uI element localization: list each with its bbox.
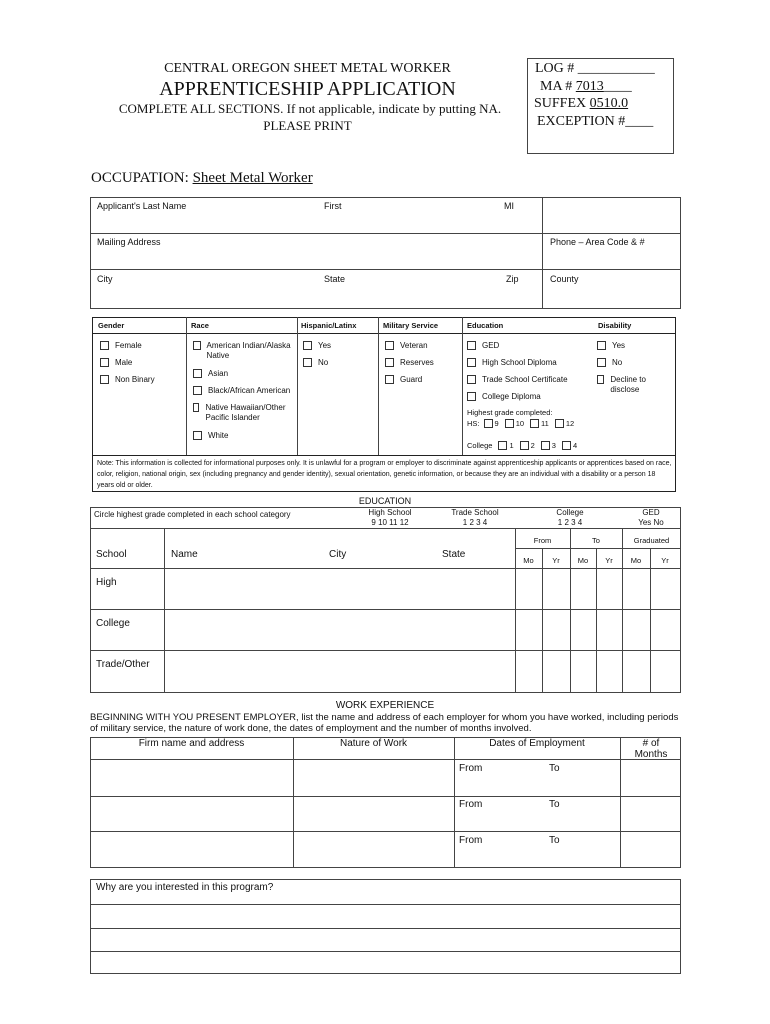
disability-no-option[interactable]: No (597, 358, 622, 368)
military-guard-option[interactable]: Guard (385, 375, 422, 385)
from-col-header: From (533, 536, 552, 545)
mi-field[interactable]: MI (504, 201, 514, 211)
interest-question: Why are you interested in this program? (96, 882, 274, 893)
education-table (90, 507, 681, 693)
state-col-header: State (442, 549, 466, 560)
military-veteran-option[interactable]: Veteran (385, 341, 428, 351)
race-asian-option[interactable]: Asian (193, 369, 228, 379)
highest-grade-label: Highest grade completed: (467, 408, 553, 417)
job1-to[interactable]: To (549, 763, 560, 774)
disability-yes-option[interactable]: Yes (597, 341, 625, 351)
ged-choices[interactable]: Yes No (638, 518, 664, 527)
edu-college-diploma-option[interactable]: College Diploma (467, 392, 541, 402)
grad-mo-header: Mo (630, 556, 642, 565)
phone-field[interactable]: Phone – Area Code & # (550, 237, 645, 247)
race-black-checkbox[interactable] (193, 386, 202, 395)
suffix-label: SUFFEX (534, 96, 587, 111)
hs-grade-9-checkbox[interactable] (484, 419, 493, 428)
suffix-number (534, 96, 628, 112)
first-name-field[interactable]: First (324, 201, 342, 211)
city-col-header: City (329, 549, 347, 560)
state-field[interactable]: State (324, 274, 346, 284)
ma-value: 7013 (575, 79, 604, 94)
log-number: LOG # ___________ (535, 61, 655, 76)
from-mo-header: Mo (523, 556, 534, 565)
job1-from[interactable]: From (459, 763, 483, 774)
edu-row-high: High (96, 577, 117, 588)
to-col-header: To (592, 536, 600, 545)
race-nhpi-checkbox[interactable] (193, 403, 199, 412)
hs-grade-12-checkbox[interactable] (555, 419, 564, 428)
job2-from[interactable]: From (459, 799, 483, 810)
race-header: Race (191, 321, 209, 330)
interest-box[interactable] (90, 879, 681, 974)
education-header: Education (467, 321, 504, 330)
hispanic-no-checkbox[interactable] (303, 358, 312, 367)
to-mo-header: Mo (577, 556, 589, 565)
disability-yes-checkbox[interactable] (597, 341, 606, 350)
college-year-3-checkbox[interactable] (541, 441, 550, 450)
college-grade-choices[interactable]: 1 2 3 4 (557, 518, 583, 527)
military-veteran-checkbox[interactable] (385, 341, 394, 350)
race-white-checkbox[interactable] (193, 431, 202, 440)
circle-grade-instruction: Circle highest grade completed in each school category (94, 510, 291, 519)
ma-label: MA # (540, 79, 573, 94)
disability-decline-checkbox[interactable] (597, 375, 604, 384)
county-field[interactable]: County (550, 274, 579, 284)
edu-row-college: College (96, 618, 130, 629)
college-year-1-checkbox[interactable] (498, 441, 507, 450)
nature-col-header: Nature of Work (339, 738, 408, 749)
disability-decline-option[interactable]: Decline to disclose (597, 375, 662, 395)
to-yr-header: Yr (605, 556, 613, 565)
work-experience-table (90, 737, 681, 868)
applicant-info-table (90, 197, 681, 309)
military-reserves-checkbox[interactable] (385, 358, 394, 367)
race-aian-option[interactable]: American Indian/Alaska Native (193, 341, 293, 361)
gender-male-option[interactable]: Male (100, 358, 132, 368)
graduated-col-header: Graduated (633, 536, 670, 545)
college-year-2-checkbox[interactable] (520, 441, 529, 450)
hs-grade-choices[interactable]: 9 10 11 12 (371, 518, 409, 527)
hispanic-yes-option[interactable]: Yes (303, 341, 331, 351)
job3-from[interactable]: From (459, 835, 483, 846)
gender-nonbinary-checkbox[interactable] (100, 375, 109, 384)
occupation (91, 170, 313, 187)
race-aian-checkbox[interactable] (193, 341, 201, 350)
hispanic-yes-checkbox[interactable] (303, 341, 312, 350)
edu-row-trade: Trade/Other (96, 659, 150, 670)
job3-to[interactable]: To (549, 835, 560, 846)
work-experience-title: WORK EXPERIENCE (335, 700, 435, 711)
org-name: CENTRAL OREGON SHEET METAL WORKER (164, 61, 451, 76)
job2-to[interactable]: To (549, 799, 560, 810)
edu-ged-checkbox[interactable] (467, 341, 476, 350)
occupation-value: Sheet Metal Worker (192, 170, 313, 186)
trade-grade-label: Trade School (451, 508, 499, 517)
gender-female-option[interactable]: Female (100, 341, 142, 351)
dates-col-header: Dates of Employment (489, 738, 585, 749)
edu-hs-diploma-checkbox[interactable] (467, 358, 476, 367)
education-title: EDUCATION (358, 496, 412, 506)
from-yr-header: Yr (552, 556, 560, 565)
suffix-value: 0510.0 (589, 96, 629, 111)
please-print: PLEASE PRINT (263, 118, 352, 133)
hs-grade-label: High School (368, 508, 412, 517)
military-reserves-option[interactable]: Reserves (385, 358, 434, 368)
military-header: Military Service (383, 321, 439, 330)
instructions-text: COMPLETE ALL SECTIONS. If not applicable, indicate by putting NA. (118, 101, 502, 116)
hs-grade-row: HS: 9 10 11 12 (467, 419, 575, 428)
ma-number: MA # 7013____ (540, 79, 632, 94)
edu-college-diploma-checkbox[interactable] (467, 392, 476, 401)
gender-header: Gender (98, 321, 125, 330)
edu-trade-cert-option[interactable]: Trade School Certificate (467, 375, 568, 385)
disability-no-checkbox[interactable] (597, 358, 606, 367)
gender-nonbinary-option[interactable]: Non Binary (100, 375, 155, 385)
ged-label: GED (642, 508, 660, 517)
college-year-4-checkbox[interactable] (562, 441, 571, 450)
exception-number: EXCEPTION #____ (537, 114, 654, 129)
trade-grade-choices[interactable]: 1 2 3 4 (462, 518, 488, 527)
race-black-option[interactable]: Black/African American (193, 386, 290, 396)
race-white-option[interactable]: White (193, 431, 228, 441)
school-col-header: School (96, 549, 127, 560)
name-col-header: Name (171, 549, 198, 560)
military-guard-checkbox[interactable] (385, 375, 394, 384)
page-title: APPRENTICESHIP APPLICATION (159, 78, 456, 100)
hs-grade-10-checkbox[interactable] (505, 419, 514, 428)
work-experience-instructions: BEGINNING WITH YOU PRESENT EMPLOYER, list the name and address of each employer for whom you have worked, including periods of military service, the nature of work done, the dates of employment and the number of months involved. (90, 712, 679, 734)
zip-field[interactable]: Zip (506, 274, 519, 284)
hispanic-no-option[interactable]: No (303, 358, 328, 368)
edu-ged-option[interactable]: GED (467, 341, 499, 351)
eeo-note: Note: This information is collected for informational purposes only. It is unlawful for a program or employer to discriminate against apprenticeship applicants or apprentices based on race, color, religion, national origin, sex (including pregnancy and gender identity), sexual orientation, genetic information, or because they are an individual with a disability or a person 18 years old or older. (97, 460, 672, 489)
occupation-label: OCCUPATION: (91, 170, 189, 186)
gender-female-checkbox[interactable] (100, 341, 109, 350)
race-nhpi-option[interactable]: Native Hawaiian/Other Pacific Islander (193, 403, 293, 423)
months-col-header: # of Months (634, 738, 668, 760)
college-year-row: College 1 2 3 4 (467, 441, 578, 450)
edu-trade-cert-checkbox[interactable] (467, 375, 476, 384)
edu-hs-diploma-option[interactable]: High School Diploma (467, 358, 557, 368)
city-field[interactable]: City (97, 274, 113, 284)
mailing-address-field[interactable]: Mailing Address (97, 237, 161, 247)
firm-col-header: Firm name and address (138, 738, 245, 749)
hs-grade-11-checkbox[interactable] (530, 419, 539, 428)
grad-yr-header: Yr (661, 556, 669, 565)
hispanic-header: Hispanic/Latinx (301, 321, 357, 330)
gender-male-checkbox[interactable] (100, 358, 109, 367)
disability-header: Disability (598, 321, 632, 330)
last-name-field[interactable]: Applicant's Last Name (97, 201, 187, 211)
race-asian-checkbox[interactable] (193, 369, 202, 378)
college-grade-label: College (556, 508, 584, 517)
